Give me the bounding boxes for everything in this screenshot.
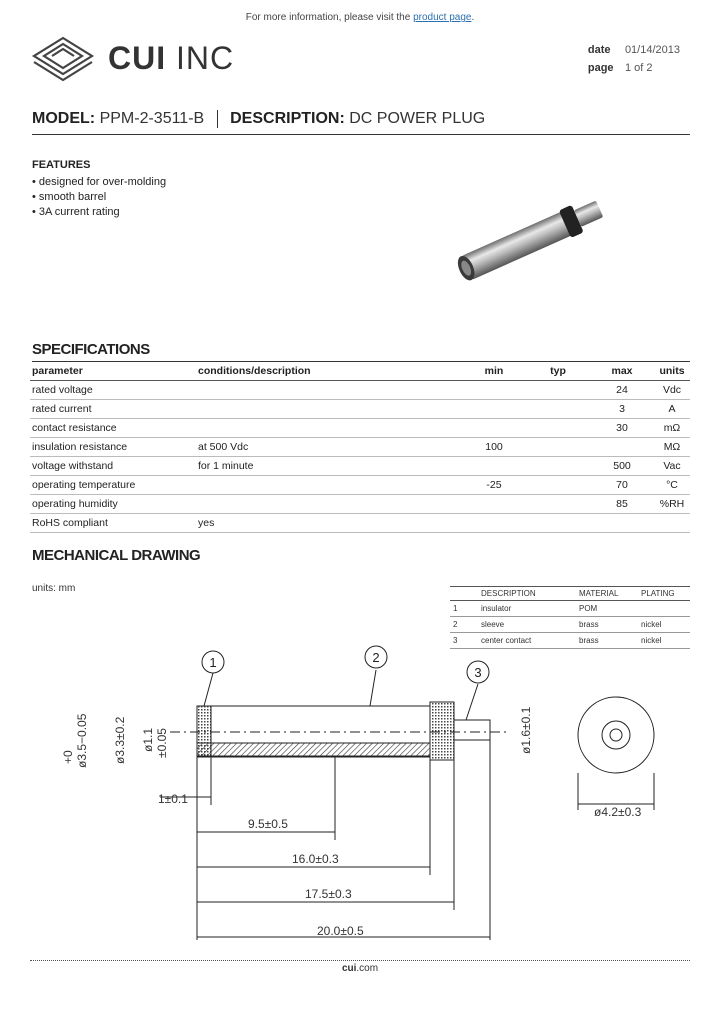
table-row: voltage withstand for 1 minute 500 Vac bbox=[30, 457, 690, 476]
top-info-suffix: . bbox=[471, 12, 475, 23]
model-value: PPM-2-3511-B bbox=[99, 110, 205, 128]
dim-20: 20.0±0.5 bbox=[317, 924, 364, 938]
end-view-inner bbox=[602, 721, 630, 749]
logo-text: CUI INC bbox=[108, 40, 235, 76]
dim-17-5: 17.5±0.3 bbox=[305, 887, 352, 901]
model-label: MODEL: bbox=[32, 110, 96, 128]
sleeve-section bbox=[197, 743, 430, 757]
dim-inner-b: ±0.05 bbox=[155, 728, 169, 758]
dim-16: 16.0±0.3 bbox=[292, 852, 339, 866]
dim-tip: ø1.6±0.1 bbox=[519, 706, 533, 754]
insulator-right bbox=[430, 702, 454, 760]
table-row: operating temperature -25 70 °C bbox=[30, 476, 690, 495]
table-header-row: DESCRIPTION MATERIAL PLATING bbox=[450, 587, 690, 601]
dim-9-5: 9.5±0.5 bbox=[248, 817, 288, 831]
doc-meta bbox=[588, 44, 680, 80]
dim-outer-a: +0 bbox=[61, 750, 75, 764]
col-header: conditions/description bbox=[196, 362, 462, 381]
end-view-pin bbox=[610, 729, 622, 741]
features-title: FEATURES bbox=[32, 159, 91, 171]
col-header: units bbox=[654, 362, 690, 381]
page-value: 1 of 2 bbox=[624, 62, 653, 74]
callout-3: 3 bbox=[474, 665, 482, 680]
specifications-table bbox=[30, 362, 690, 533]
features-section bbox=[32, 158, 166, 220]
table-row: rated current 3 A bbox=[30, 400, 690, 419]
page-label: page bbox=[587, 62, 614, 74]
table-row: contact resistance 30 mΩ bbox=[30, 419, 690, 438]
col-header: min bbox=[462, 362, 526, 381]
dim-end-dia: ø4.2±0.3 bbox=[594, 805, 642, 819]
callout-2: 2 bbox=[372, 650, 380, 665]
footer-divider bbox=[30, 960, 690, 961]
description-label: DESCRIPTION: bbox=[230, 110, 345, 128]
center-contact-tip bbox=[454, 720, 490, 740]
description-value: DC POWER PLUG bbox=[349, 110, 486, 128]
dim-mid: ø3.3±0.2 bbox=[113, 716, 127, 764]
date-label: date bbox=[587, 44, 611, 56]
table-row: rated voltage 24 Vdc bbox=[30, 381, 690, 400]
col-header: max bbox=[590, 362, 654, 381]
top-info bbox=[0, 12, 720, 23]
feature-item: • 3A current rating bbox=[32, 206, 120, 218]
product-photo bbox=[440, 195, 615, 285]
table-row: insulation resistance at 500 Vdc 100 MΩ bbox=[30, 438, 690, 457]
footer: cui.com bbox=[341, 963, 379, 974]
date-value: 01/14/2013 bbox=[624, 44, 680, 56]
table-row: operating humidity 85 %RH bbox=[30, 495, 690, 514]
table-row: RoHS compliant yes bbox=[30, 514, 690, 533]
feature-item: • designed for over-molding bbox=[32, 176, 167, 188]
units-label: units: mm bbox=[32, 583, 76, 594]
top-info-text: For more information, please visit the bbox=[245, 12, 411, 23]
table-row: 1 insulator POM bbox=[450, 601, 690, 617]
cui-logo bbox=[30, 34, 245, 82]
mechanical-drawing bbox=[0, 640, 720, 950]
callout-1: 1 bbox=[209, 655, 217, 670]
end-view-outer bbox=[578, 697, 654, 773]
product-page-link[interactable]: product page bbox=[413, 12, 472, 23]
specifications-title: SPECIFICATIONS bbox=[32, 341, 150, 358]
mechanical-title: MECHANICAL DRAWING bbox=[32, 547, 201, 564]
col-header: typ bbox=[526, 362, 590, 381]
table-row: 2 sleeve brass nickel bbox=[450, 617, 690, 633]
model-line bbox=[32, 110, 485, 128]
cui-logo-icon bbox=[30, 34, 96, 82]
divider bbox=[32, 134, 690, 135]
dim-1: 1±0.1 bbox=[158, 792, 188, 806]
dim-inner-a: ø1.1 bbox=[141, 727, 155, 752]
dim-outer-b: ø3.5−0.05 bbox=[75, 713, 89, 768]
col-header: parameter bbox=[30, 362, 196, 381]
table-header-row bbox=[30, 362, 690, 381]
table-row: 3 center contact brass nickel bbox=[450, 633, 690, 649]
feature-item: • smooth barrel bbox=[32, 191, 107, 203]
